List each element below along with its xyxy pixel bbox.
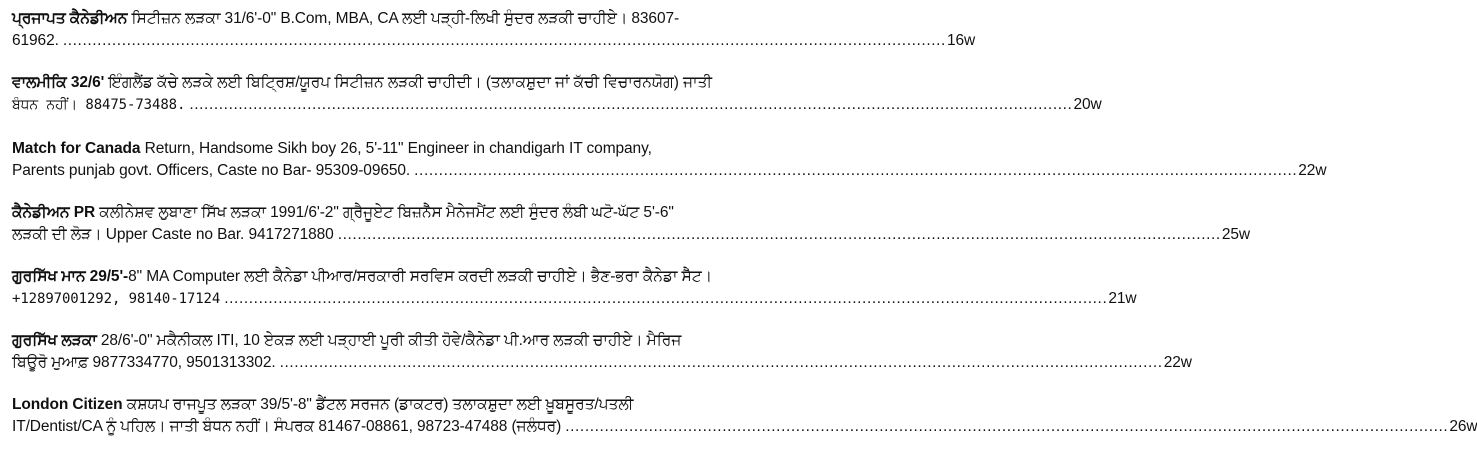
leader-dots: .................................................................................................................................................................................... (62, 32, 946, 49)
ad-line-1 (12, 266, 840, 288)
word-count: 26w (1449, 418, 1477, 435)
ad-text: ਬਿਊਰੋ ਮੁਆਫ਼ 9877334770, 9501313302. (12, 354, 276, 371)
ad-line-1 (12, 394, 840, 416)
word-count: 16w (946, 32, 976, 49)
ad-line-1 (12, 330, 840, 352)
ad-text: +12897001292, 98140-17124 (12, 291, 221, 307)
leader-dots: .................................................................................................................................................................................... (414, 162, 1298, 179)
ad-text: 28/6'-0" ਮਕੈਨੀਕਲ ITI, 10 ਏਕੜ ਲਈ ਪੜ੍ਹਾਈ ਪੂਰੀ ਕੀਤੀ ਹੋਵੇ/ਕੈਨੇਡਾ ਪੀ.ਆਰ ਲੜਕੀ ਚਾਹੀਏ। ਮੈਰਿਜ (96, 332, 682, 349)
ad-line-2 (12, 30, 976, 52)
ad-text: IT/Dentist/CA ਨੂੰ ਪਹਿਲ। ਜਾਤੀ ਬੰਧਨ ਨਹੀਂ। ਸੰਪਰਕ 81467-08861, 98723-47488 (ਜਲੰਧਰ) (12, 418, 562, 435)
ad-heading: ਕੈਨੇਡੀਅਨ PR (12, 204, 96, 221)
ad-line-2 (12, 288, 1137, 310)
ad-heading: ਵਾਲਮੀਕਿ 32/6' (12, 74, 105, 91)
ad-text: 8" MA Computer ਲਈ ਕੈਨੇਡਾ ਪੀਆਰ/ਸਰਕਾਰੀ ਸਰਵਿਸ ਕਰਦੀ ਲੜਕੀ ਚਾਹੀਏ। ਭੈਣ-ਭਰਾ ਕੈਨੇਡਾ ਸੈੱਟ। (128, 268, 712, 285)
ad-line-2 (12, 94, 1102, 116)
ad-text: Parents punjab govt. Officers, Caste no Bar- 95309-09650. (12, 162, 411, 179)
ad-text: ਸਿਟੀਜ਼ਨ ਲੜਕਾ 31/6'-0" B.Com, MBA, CA ਲਈ ਪੜ੍ਹੀ-ਲਿਖੀ ਸੁੰਦਰ ਲੜਕੀ ਚਾਹੀਏ। 83607- (127, 10, 680, 27)
ad-line-1 (12, 72, 840, 94)
word-count: 22w (1163, 354, 1192, 371)
ad-text: ਬੰਧਨ ਨਹੀਂ। 88475-73488. (12, 97, 186, 113)
leader-dots: .................................................................................................................................................................................... (337, 226, 1221, 243)
word-count: 25w (1221, 226, 1250, 243)
ad-line-2 (12, 224, 1250, 246)
ad-prajapat-canadian (12, 8, 976, 52)
ad-heading: London Citizen (12, 396, 123, 413)
ad-text: ਇੰਗਲੈਂਡ ਕੱਚੇ ਲੜਕੇ ਲਈ ਬਿਟ੍ਰਿਸ਼/ਯੂਰਪ ਸਿਟੀਜ਼ਨ ਲੜਕੀ ਚਾਹੀਦੀ। (ਤਲਾਕਸ਼ੁਦਾ ਜਾਂ ਕੱਚੀ ਵਿਚਾਰਨਯੋਗ) ਜਾਤੀ (104, 74, 712, 91)
leader-dots: .................................................................................................................................................................................... (224, 290, 1108, 307)
ad-heading: ਗੁਰਸਿੱਖ ਲੜਕਾ (12, 332, 97, 349)
ad-line-1 (12, 8, 840, 30)
ad-heading: Match for Canada (12, 140, 141, 157)
ad-line-2 (12, 416, 1477, 438)
ad-text: 61962. (12, 32, 59, 49)
ad-match-for-canada (12, 138, 1327, 182)
word-count: 21w (1108, 290, 1137, 307)
ad-line-1 (12, 202, 840, 224)
ad-gursikh-maan (12, 266, 1137, 310)
ad-text: Return, Handsome Sikh boy 26, 5'-11" Engineer in chandigarh IT company, (140, 140, 652, 157)
ad-heading: ਗੁਰਸਿੱਖ ਮਾਨ 29/5'- (12, 268, 129, 285)
leader-dots: .................................................................................................................................................................................... (189, 96, 1073, 113)
leader-dots: .................................................................................................................................................................................... (565, 418, 1449, 435)
ad-canadian-pr (12, 202, 1250, 246)
ad-line-1 (12, 138, 840, 160)
ad-line-2 (12, 160, 1327, 182)
ad-text: ਕਲੀਨੇਸ਼ਵ ਲੁਬਾਣਾ ਸਿੱਖ ਲੜਕਾ 1991/6'-2" ਗ੍ਰੈਜੂਏਟ ਬਿਜ਼ਨੈੱਸ ਮੈਨੇਜਮੈਂਟ ਲਈ ਸੁੰਦਰ ਲੰਬੀ ਘਟੋ-ਘੱਟ 5'-6" (95, 204, 674, 221)
word-count: 22w (1298, 162, 1327, 179)
ad-text: ਲੜਕੀ ਦੀ ਲੋੜ। Upper Caste no Bar. 9417271880 (12, 226, 334, 243)
ad-line-2 (12, 352, 1192, 374)
ad-text: ਕਸ਼ਯਪ ਰਾਜਪੂਤ ਲੜਕਾ 39/5'-8" ਡੈਂਟਲ ਸਰਜਨ (ਡਾਕਟਰ) ਤਲਾਕਸ਼ੁਦਾ ਲਈ ਖ਼ੂਬਸੂਰਤ/ਪਤਲੀ (122, 396, 634, 413)
ad-gursikh-ladka (12, 330, 1192, 374)
word-count: 20w (1073, 96, 1102, 113)
ad-heading: ਪ੍ਰਜਾਪਤ ਕੈਨੇਡੀਅਨ (12, 10, 128, 27)
ad-london-citizen (12, 394, 1477, 438)
leader-dots: .................................................................................................................................................................................... (279, 354, 1163, 371)
ad-valmiki (12, 72, 1102, 116)
